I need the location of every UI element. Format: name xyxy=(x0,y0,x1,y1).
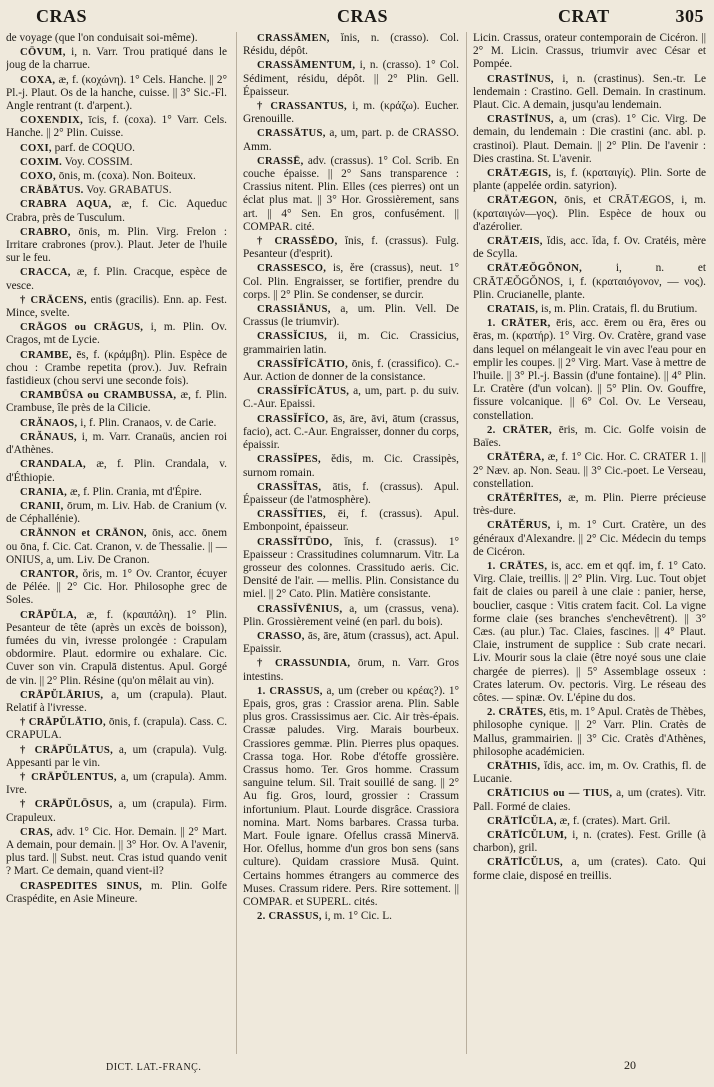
entry-definition: i, n. (crastinus). Sen.-tr. Le lendemain : Crastino. Gell. Demain. In crastinum. Plaut. Cic. A demain, jusqu'au lendemain. xyxy=(473,72,706,112)
entry-definition: æ, f. Cic. Aqueduc Crabra, près de Tusculum. xyxy=(6,198,227,224)
entry-headword: CRASSĬTAS, xyxy=(257,481,322,493)
dictionary-entry xyxy=(243,358,459,384)
entry-headword: † CRĀPŬLĀTIO, xyxy=(20,717,106,729)
entry-definition: is, ĕre (crassus), neut. 1° Col. Plin. Engraisser, se fortifier, prendre du corps. || 2° Plin. Se condenser, se durcir. xyxy=(243,262,459,301)
entry-headword: COXO, xyxy=(20,171,56,183)
dictionary-entry xyxy=(243,59,459,99)
entry-headword: CŌVUM, xyxy=(20,47,66,59)
dictionary-entry xyxy=(6,527,227,567)
dictionary-entry xyxy=(6,431,227,457)
entry-definition: ās, āre, ātum (crassus), act. Apul. Epaissir. xyxy=(243,629,459,656)
entry-definition: adv. (crassus). 1° Col. Scrib. En couche épaisse. || 2° Sans transparence : Crassius nitent. Plin. Elles (ces pierres) ont un éclat plus mat. || 3° Hor. Grossièrement, sans art. || 4° Sen. En gros, confusément. || COMPAR. cité. xyxy=(243,154,459,233)
dictionary-entry xyxy=(6,294,227,320)
entry-definition: a, um (cras). 1° Cic. Virg. De demain, du lendemain : Die crastini (anc. abl. p. crastinoi). Plaut. Demain. || 2° Plin. De l'avenir : Dies crastina. St. L'avenir. xyxy=(473,113,706,165)
entry-definition: i, n. et CRĀTÆŎGŎNOS, i, f. (κραταιόγονον, — νος). Plin. Crucianelle, plante. xyxy=(473,262,706,301)
dictionary-entry xyxy=(473,815,706,828)
entry-definition: m. Plin. Golfe Craspédite, en Asie Mineure. xyxy=(6,879,227,905)
dictionary-entry xyxy=(6,74,227,114)
column-left xyxy=(6,32,227,1054)
entry-definition: ōnis, f. (crassifico). C.-Aur. Action de donner de la consistance. xyxy=(243,357,459,384)
dictionary-entry xyxy=(6,156,227,169)
dictionary-entry xyxy=(473,451,706,491)
dictionary-entry xyxy=(6,266,227,292)
entry-definition: ĭnis, f. (crassus). Fulg. Pesanteur (d'esprit). xyxy=(243,235,459,261)
entry-definition: ĭnis, f. (crassus). 1° Epaisseur : Crassitudines columnarum. Vitr. La grosseur des colonnes. Crassitudo aeris. Cic. Densité de l'air. — mellis. Plin. Consistance du miel. || 2° Cato. Plin. Matière consistante. xyxy=(243,535,459,601)
entry-headword: COXENDIX, xyxy=(20,115,84,127)
dictionary-entry xyxy=(473,113,706,166)
dictionary-entry xyxy=(473,706,706,759)
dictionary-entry xyxy=(6,771,227,797)
entry-definition: a, um (crates). Cato. Qui forme claie, disposé en treillis. xyxy=(473,856,706,882)
entry-headword: 2. CRĀTER, xyxy=(487,424,552,436)
dictionary-entry xyxy=(473,262,706,302)
entry-headword: CRASSĬVĒNIUS, xyxy=(257,603,343,615)
entry-definition: æ, f. Plin. Crania, mt d'Épire. xyxy=(69,485,202,498)
entry-definition: ōnis, f. (crapula). Cass. C. CRAPULA. xyxy=(6,716,227,742)
dictionary-entry xyxy=(6,417,227,430)
dictionary-entry xyxy=(243,100,459,126)
entry-headword: 2. CRASSUS, xyxy=(257,911,322,923)
header-center-word: CRAS xyxy=(337,6,389,26)
dictionary-entry xyxy=(6,114,227,140)
entry-definition: ĭdis, acc. ĭda, f. Ov. Cratéis, mère de Scylla. xyxy=(473,235,706,261)
entry-definition: æ, f. Plin. Crandala, v. d'Éthiopie. xyxy=(6,458,227,484)
entry-definition: Voy. COSSIM. xyxy=(64,155,133,168)
entry-headword: CRĀTÆGIS, xyxy=(487,168,552,180)
entry-definition: ās, āre, āvi, ātum (crassus, facio), act. C.-Aur. Engraisser, donner du corps, épaissir. xyxy=(243,412,459,452)
dictionary-entry xyxy=(473,303,706,316)
entry-headword: CRASSĬFĬCO, xyxy=(257,413,329,425)
entry-headword: CRASSĀMEN, xyxy=(257,33,330,44)
entry-headword: † CRĀCENS, xyxy=(20,294,87,306)
entry-definition: ēs, f. (κράμβη). Plin. Espèce de chou : Crambe repetita (prov.). Juv. Refrain fastidieux (chou servi une seconde fois). xyxy=(6,348,227,388)
entry-definition: ŏris, m. 1° Ov. Crantor, écuyer de Pélée. || 2° Cic. Hor. Philosophe grec de Soles. xyxy=(6,567,227,607)
entry-definition: i, n. (crasso). 1° Col. Sédiment, résidu, dépôt. || 2° Plin. Gell. Épaisseur. xyxy=(243,59,459,98)
entry-definition: is, acc. em et qqf. im, f. 1° Cato. Virg. Claie, treillis. || 2° Plin. Virg. Luc. Tout objet fait de claies ou pareil à une claie : panier, herse, bouclier, casque : Vitis cratem facit. Col. La vigne forme claie (ses branches s'enchevêtrent). || 3° Cæs. (au plur.) Tac. Claies, fascines. || 4° Plaut. Claie, instrument de supplice : Sub crate necari. Liv. Mourir sous la claie (être noyé sous une claie chargée de pierres). || 5° Assemblage osseux : Crates laterum. Ov. pectoris. Virg. Le réseau des côtes. — spinæ. Ov. L'épine du dos. xyxy=(473,559,706,704)
dictionary-entry xyxy=(243,235,459,261)
entry-definition: æ, f. (crates). Mart. Gril. xyxy=(559,814,671,827)
entry-headword: † CRASSĒDO, xyxy=(257,236,338,248)
entry-headword: CRĀTHIS, xyxy=(487,760,541,772)
entry-definition: a, um. Plin. Vell. De Crassus (le triumvir). xyxy=(243,303,459,329)
dictionary-entry xyxy=(6,826,227,879)
entry-headword: CRACCA, xyxy=(20,267,71,279)
entry-headword: COXI, xyxy=(20,142,52,154)
entry-definition: ōnis, m. (coxa). Non. Boiteux. xyxy=(58,170,196,183)
dictionary-entry xyxy=(243,155,459,234)
dictionary-entry xyxy=(473,424,706,450)
dictionary-entry xyxy=(473,32,706,72)
dictionary-entry xyxy=(243,603,459,629)
dictionary-entry xyxy=(243,508,459,534)
entry-definition: a, um (crapula). Firm. Crapuleux. xyxy=(6,798,227,824)
entry-headword: CRASTĪNUS, xyxy=(487,114,554,126)
entry-definition: a, um (crapula). Vulg. Appesanti par le vin. xyxy=(6,743,227,769)
entry-headword: CRABRO, xyxy=(20,226,71,238)
entry-headword: CRATAIS, xyxy=(487,304,539,316)
dictionary-entry xyxy=(243,262,459,302)
footer-signature: DICT. LAT.-FRANÇ. xyxy=(106,1062,202,1073)
entry-headword: CRASSĬTŪDO, xyxy=(257,536,333,548)
dictionary-entry xyxy=(473,235,706,261)
entry-headword: CRĀTÆIS, xyxy=(487,236,543,248)
dictionary-entry xyxy=(6,184,227,197)
entry-headword: CRASSĀMENTUM, xyxy=(257,60,356,72)
entry-definition: ōnis, m. Plin. Virg. Frelon : Irritare crabrones (prov.). Plaut. Jeter de l'huile sur le feu. xyxy=(6,225,227,265)
entry-definition: i, m. 1° Cic. L. xyxy=(324,910,392,923)
dictionary-entry xyxy=(243,685,459,909)
entry-headword: CRASSĬCIUS, xyxy=(257,331,328,343)
dictionary-entry xyxy=(473,760,706,786)
page-number: 305 xyxy=(675,6,704,26)
dictionary-entry xyxy=(473,167,706,193)
dictionary-entry xyxy=(6,880,227,906)
dictionary-entry xyxy=(243,385,459,411)
entry-headword: CRĀTĔRUS, xyxy=(487,520,551,532)
entry-definition: i, f. Plin. Cranaos, v. de Carie. xyxy=(80,416,217,429)
entry-definition: is, f. (κραταιγίς). Plin. Sorte de plante (appelée ordin. satyrion). xyxy=(473,167,706,193)
dictionary-entry xyxy=(6,142,227,155)
header-right-word: CRAT xyxy=(558,6,610,26)
entry-headword: CRASPEDITES SINUS, xyxy=(20,880,143,892)
dictionary-entry xyxy=(243,127,459,153)
entry-headword: CRANII, xyxy=(20,500,64,512)
entry-headword: CRANIA, xyxy=(20,486,68,498)
dictionary-entry xyxy=(6,486,227,499)
entry-definition: i, m. 1° Curt. Cratère, un des généraux d'Alexandre. || 2° Cic. Médecin du temps de Cicéron. xyxy=(473,519,706,558)
dictionary-entry xyxy=(6,798,227,824)
entry-definition: ēris, m. Cic. Golfe voisin de Baïes. xyxy=(473,423,706,450)
entry-definition: a, um, part. p. de CRASSO. Amm. xyxy=(243,127,459,153)
column-middle xyxy=(236,32,459,1054)
dictionary-entry xyxy=(6,744,227,770)
entry-headword: CRANDALA, xyxy=(20,459,86,471)
dictionary-entry xyxy=(6,609,227,688)
entry-definition: a, um (crates). Vitr. Pall. Formé de claies. xyxy=(473,787,706,813)
entry-definition: ēris, acc. ērem ou ēra, ēres ou ēras, m. (κρατήρ). 1° Virg. Ov. Cratère, grand vase dans lequel on mélangeait le vin avec l'eau pour en emplir les coupes. || 2° Virg. Mart. Vase à mettre de l'huile. || 3° Pl.-j. Bassin (d'une fontaine). || 4° Plin. Lr. Cratère (d'un volcan). || 5° Plin. Ov. Gouffre, fissure volcanique. || 6° Col. Ov. Le Verseau, constellation. xyxy=(473,317,706,422)
entry-headword: CRASSĬPES, xyxy=(257,454,321,466)
dictionary-entry xyxy=(473,560,706,705)
dictionary-entry xyxy=(473,829,706,855)
entry-headword: CRĀTĪCŬLUM, xyxy=(487,829,568,841)
entry-definition: Licin. Crassus, orateur contemporain de Cicéron. || 2° M. Licin. Crassus, triumvir avec César et Pompée. xyxy=(473,32,706,71)
dictionary-entry xyxy=(243,453,459,479)
entry-definition: æ, f. (κραιπάλη). 1° Plin. Pesanteur de tête (après un excès de boisson), fumées du vin, ivresse prolongée : Crapulam obdormire. Plaut. edormire ou exhalare. Cic. Cuver son vin. Crapulā distentus. Apul. Gorgé de vin. || 2° Plin. Résine (qu'on mêlait au vin). xyxy=(6,608,227,687)
entry-definition: ētis, m. 1° Apul. Cratès de Thèbes, philosophe cynique. || 2° Varr. Plin. Cratès de Mallus, grammairien. || 3° Cic. Cratès d'Athènes, philosophe académicien. xyxy=(473,706,706,758)
entry-headword: CRĀBĀTUS. xyxy=(20,185,84,197)
entry-headword: † CRASSUNDIA, xyxy=(257,658,351,670)
page-header xyxy=(0,6,714,28)
dictionary-entry xyxy=(473,194,706,234)
dictionary-entry xyxy=(473,492,706,518)
entry-headword: 1. CRĀTES, xyxy=(487,560,548,572)
entry-headword: CRABRA AQUA, xyxy=(20,199,112,211)
entry-headword: CRAMBE, xyxy=(20,349,72,361)
entry-definition: i, m. (κράζω). Eucher. Grenouille. xyxy=(243,100,459,126)
entry-headword: † CRASSANTUS, xyxy=(257,101,347,113)
entry-definition: a, um, part. p. du suiv. C.-Aur. Epaissi. xyxy=(243,385,459,411)
entry-definition: a, um (creber ou κρέας?). 1° Epais, gros, gras : Crassior arena. Plin. Sable plus gros. Crassissimus aer. Cic. Air très-épais. Crassæ paludes. Virg. Marais bourbeux. Crassiores gemmæ. Plin. Pierres plus opaques. Crassa toga. Hor. Robe d'étoffe grossière. Crassus homo. Ter. Gros homme. Crassum sanguine telum. Sil. Trait souillé de sang. || 2° Au fig. Gros, lourd, grossier : Crassum infortunium. Plaut. Lourde disgrâce. Crassiora nomina. Mart. Noms barbares. Crassa turba. Mart. Foule ignare. Ofellus crassā Minervā. Hor. Ofellus, homme d'un gros bon sens (sans culture). Quidam crassiore Musā. Quint. Certains hommes étrangers au commerce des Muses. Crassum ridere. Pers. Rire sottement. || COMPAR. et SUPERL. cités. xyxy=(243,684,459,908)
entry-headword: COXIM. xyxy=(20,156,63,168)
dictionary-entry xyxy=(6,500,227,526)
dictionary-entry xyxy=(6,458,227,484)
dictionary-entry xyxy=(243,32,459,58)
entry-definition: ōrum, n. Varr. Gros intestins. xyxy=(243,657,459,683)
dictionary-entry xyxy=(473,787,706,813)
dictionary-entry xyxy=(6,349,227,389)
entry-headword: CRASSĬFĬCĀTIO, xyxy=(257,358,349,370)
entry-headword: CRĀPŬLA, xyxy=(20,609,77,621)
entry-definition: æ, f. Plin. Crambuse, île près de la Cilicie. xyxy=(6,389,227,415)
entry-headword: CRASSESCO, xyxy=(257,263,327,275)
entry-definition: i, n. Varr. Trou pratiqué dans le joug de la charrue. xyxy=(6,46,227,72)
entry-headword: CRANTOR, xyxy=(20,568,79,580)
entry-headword: 2. CRĀTES, xyxy=(487,707,547,719)
dictionary-entry xyxy=(243,413,459,453)
entry-headword: CRASSĬFĬCĀTUS, xyxy=(257,386,350,398)
entry-headword: CRAS, xyxy=(20,826,53,838)
dictionary-entry xyxy=(473,73,706,113)
entry-definition: æ, f. Plin. Cracque, espèce de vesce. xyxy=(6,266,227,292)
entry-definition: īcis, f. (coxa). 1° Varr. Cels. Hanche. || 2° Plin. Cuisse. xyxy=(6,114,227,140)
dictionary-entry xyxy=(6,689,227,715)
entry-headword: CRĀTĪCŬLA, xyxy=(487,815,557,827)
entry-definition: ĭdis, acc. im, m. Ov. Crathis, fl. de Lucanie. xyxy=(473,759,706,786)
entry-definition: ĕdis, m. Cic. Crassipès, surnom romain. xyxy=(243,453,459,479)
dictionary-entry xyxy=(6,389,227,415)
entry-headword: CRĂNAOS, xyxy=(20,417,78,429)
dictionary-entry xyxy=(243,303,459,329)
entry-headword: CRĂNAUS, xyxy=(20,431,77,443)
dictionary-entry xyxy=(473,856,706,882)
entry-headword: CRĀTĒRA, xyxy=(487,452,545,464)
entry-headword: † CRĀPŬLŌSUS, xyxy=(20,799,113,811)
entry-definition: ii, m. Cic. Crassicius, grammairien latin. xyxy=(243,330,459,356)
dictionary-entry xyxy=(243,630,459,656)
dictionary-entry xyxy=(6,321,227,347)
dictionary-entry xyxy=(473,519,706,559)
entry-definition: entis (gracilis). Enn. ap. Fest. Mince, svelte. xyxy=(6,293,227,320)
entry-definition: ōnis, acc. ōnem ou ōna, f. Cic. Cat. Cranon, v. de Thessalie. || — ONIUS, a, um. Liv. De Cranon. xyxy=(6,527,227,566)
entry-headword: CRAMBŪSA ou CRAMBUSSA, xyxy=(20,390,177,402)
entry-definition: parf. de COQUO. xyxy=(54,141,135,154)
entry-definition: a, um (crapula). Plaut. Relatif à l'ivresse. xyxy=(6,688,227,714)
dictionary-entry xyxy=(6,170,227,183)
entry-definition: de voyage (que l'on conduisait soi-même). xyxy=(6,32,198,44)
entry-headword: CRĀTICIUS ou — TIUS, xyxy=(487,788,613,800)
column-right xyxy=(466,32,706,1054)
dictionary-entry xyxy=(243,657,459,683)
entry-headword: CRĀGOS ou CRĀGUS, xyxy=(20,322,144,334)
footer-sheet-number: 20 xyxy=(624,1058,636,1072)
dictionary-entry xyxy=(6,226,227,266)
entry-headword: CRĀTÆGON, xyxy=(487,195,558,207)
entry-definition: a, um (crassus, vena). Plin. Grossièrement veiné (en parl. du bois). xyxy=(243,602,459,628)
entry-definition: ōrum, m. Liv. Hab. de Cranium (v. de Céphallénie). xyxy=(6,499,227,526)
dictionary-entry xyxy=(243,910,459,923)
entry-headword: CRĀTĪCŬLUS, xyxy=(487,857,563,869)
entry-headword: † CRĀPŬLĀTUS, xyxy=(20,744,114,756)
entry-headword: 1. CRASSUS, xyxy=(257,685,323,697)
entry-definition: a, um (crapula). Amm. Ivre. xyxy=(6,770,227,797)
entry-headword: CRĀTĒRĪTES, xyxy=(487,492,562,504)
dictionary-entry xyxy=(6,46,227,72)
entry-headword: CRASSO, xyxy=(257,630,305,642)
dictionary-entry xyxy=(6,198,227,224)
dictionary-entry xyxy=(243,481,459,507)
dictionary-entry xyxy=(243,536,459,602)
entry-headword: CRASTĪNUS, xyxy=(487,73,554,85)
entry-definition: is, m. Plin. Cratais, fl. du Brutium. xyxy=(541,303,698,316)
dictionary-entry xyxy=(6,32,227,45)
entry-headword: † CRĀPŬLENTUS, xyxy=(20,771,117,783)
entry-headword: CRĀPŬLĀRIUS, xyxy=(20,689,104,701)
entry-definition: æ, m. Plin. Pierre précieuse très-dure. xyxy=(473,491,706,518)
dictionary-entry xyxy=(473,317,706,423)
entry-definition: i, m. Plin. Ov. Cragos, mt de Lycie. xyxy=(6,321,227,347)
entry-definition: adv. 1° Cic. Hor. Demain. || 2° Mart. A demain, pour demain. || 3° Hor. Ov. A l'avenir, plus tard. || Subst. neut. Cras istud quando venit ? Mart. Ce demain, quand vient-il? xyxy=(6,825,227,878)
entry-headword: CRĀNNON et CRĀNON, xyxy=(20,528,147,540)
entry-definition: ōnis, et CRĀTÆGOS, i, m. (κραταιγών—γος). Plin. Espèce de houx ou d'azérolier. xyxy=(473,194,706,233)
dictionary-entry xyxy=(6,568,227,608)
dictionary-entry xyxy=(243,330,459,356)
entry-headword: CRASSIĀNUS, xyxy=(257,304,331,316)
entry-headword: CRASSĬTIES, xyxy=(257,509,326,521)
entry-headword: 1. CRĀTER, xyxy=(487,318,551,330)
entry-definition: ātis, f. (crassus). Apul. Épaisseur (de l'atmosphère). xyxy=(243,480,459,506)
entry-headword: COXA, xyxy=(20,74,56,86)
entry-headword: CRASSĀTUS, xyxy=(257,128,326,140)
entry-definition: i, n. (crates). Fest. Grille (à charbon), gril. xyxy=(473,828,706,855)
entry-headword: CRĀTÆŎGŎNON, xyxy=(487,263,583,275)
dictionary-entry xyxy=(6,716,227,742)
entry-definition: i, m. Varr. Cranaüs, ancien roi d'Athènes. xyxy=(6,430,227,457)
entry-definition: æ, f. (κοχώνη). 1° Cels. Hanche. || 2° Pl.-j. Plaut. Os de la hanche, cuisse. || 3° Sic.-Fl. Angle rentrant (t. d'arpent.). xyxy=(6,73,227,113)
entry-definition: ēi, f. (crassus). Apul. Embonpoint, épaisseur. xyxy=(243,508,459,534)
entry-definition: æ, f. 1° Cic. Hor. C. CRATER 1. || 2° Næv. ap. Non. Seau. || 3° Cic.-poet. Le Verseau, constellation. xyxy=(473,451,706,490)
entry-definition: Voy. GRABATUS. xyxy=(86,184,172,197)
header-left-word: CRAS xyxy=(36,6,88,26)
entry-headword: CRASSĒ, xyxy=(257,155,304,167)
entry-definition: ĭnis, n. (crasso). Col. Résidu, dépôt. xyxy=(243,32,459,58)
